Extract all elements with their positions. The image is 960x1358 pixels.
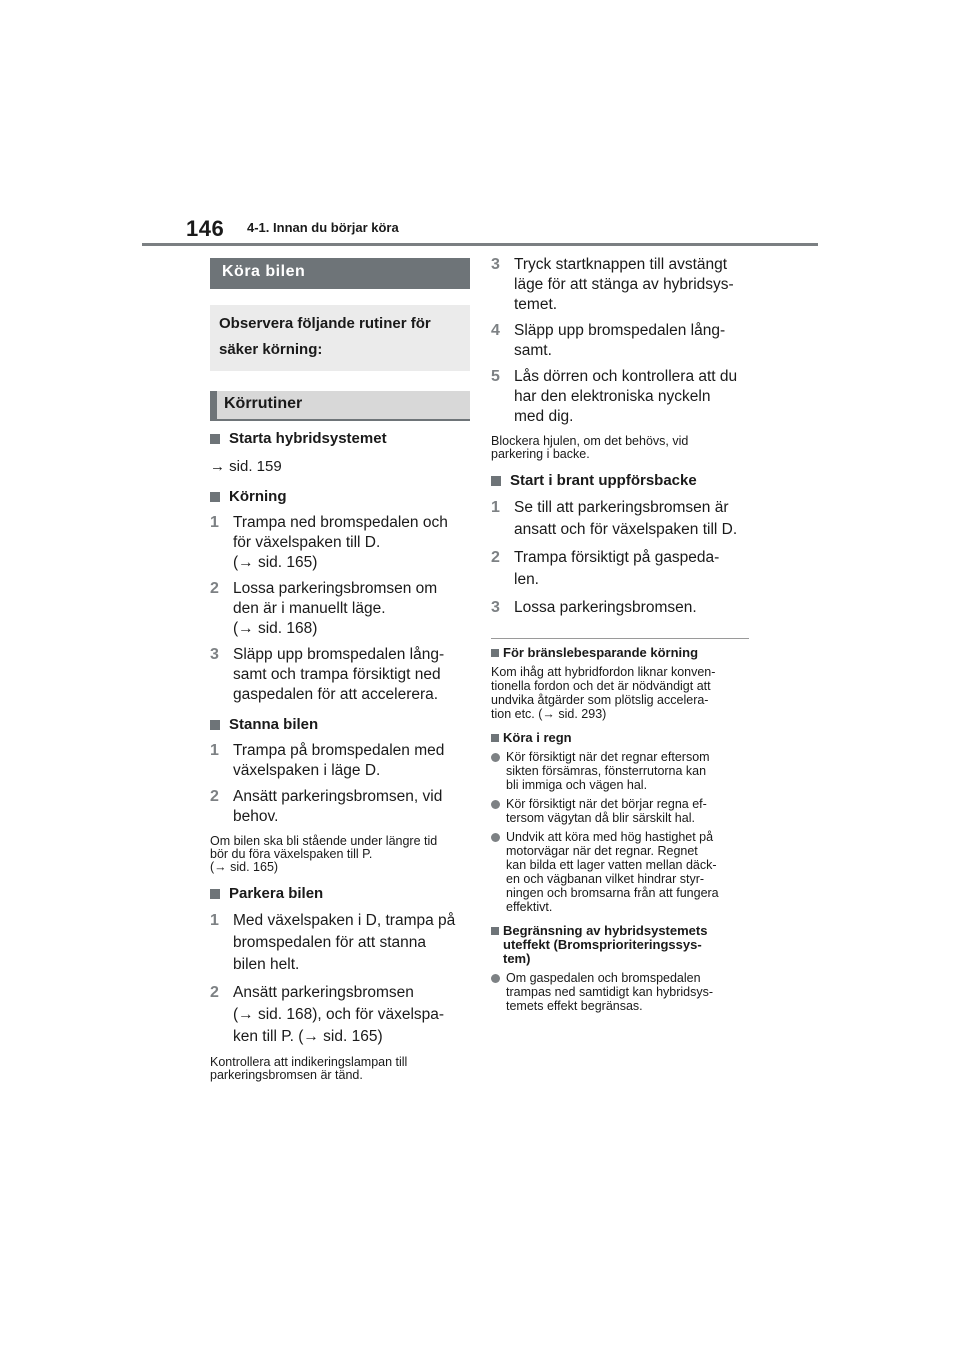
step-item [210,910,470,976]
step-line: ansatt och för växelspaken till D. [514,521,738,538]
page-reference: → sid. 159 [210,458,282,475]
step-number: 2 [210,984,219,1001]
note-line: Kontrollera att indikeringslampan till [210,1055,408,1069]
paragraph-line: tionella fordon och det är nödvändigt att [491,679,711,693]
bullet-line: Om gaspedalen och bromspedalen [506,971,701,985]
step-line: för växelspaken till D. [233,534,381,551]
square-bullet-icon [491,927,499,935]
step-item [491,367,749,427]
step-line: med dig. [514,408,574,425]
bullet-line: kan bilda ett lager vatten mellan däck- [506,858,717,872]
step-line: den är i manuellt läge. [233,600,386,617]
step-number: 4 [491,322,500,339]
square-bullet-icon [210,889,220,899]
step-number: 1 [210,742,219,759]
left-column [210,258,470,1082]
step-number: 3 [491,599,500,616]
note-line: Om bilen ska bli stående under längre tid [210,834,438,848]
step-item [491,597,749,619]
info-box-line: Observera följande rutiner för [219,315,431,332]
step-line: Lossa parkeringsbromsen om [233,580,438,597]
bullet-line: Kör försiktigt när det börjar regna ef- [506,797,707,811]
step-item [210,787,470,827]
step-line: Trampa försiktigt på gaspeda- [514,549,720,566]
heading-park [210,884,470,904]
note-line: Blockera hjulen, om det behövs, vid [491,434,689,448]
heading-line: Begränsning av hybridsystemets [503,923,708,938]
step-line: Lås dörren och kontrollera att du [514,368,738,385]
step-number: 3 [491,256,500,273]
step-number: 2 [210,788,219,805]
note-text [491,435,749,461]
fuel-paragraph [491,665,749,721]
step-number: 1 [491,499,500,516]
step-line: har den elektroniska nyckeln [514,388,711,405]
paragraph-line: undvika åtgärder som plötslig accelera- [491,693,709,707]
section-divider [491,638,749,639]
step-line: växelspaken i läge D. [233,762,381,779]
square-bullet-icon [491,476,501,486]
square-bullet-icon [210,720,220,730]
paragraph-line: tion etc. (→ sid. 293) [491,707,607,721]
header-divider [142,243,818,246]
step-line: temet. [514,296,558,313]
step-number: 5 [491,368,500,385]
note-line: parkering i backe. [491,447,590,461]
subtitle-band: Körrutiner [210,391,470,421]
step-line: bilen helt. [233,956,300,973]
bullet-line: bli immiga och vägen hal. [506,778,648,792]
step-number: 1 [210,912,219,929]
step-line: len. [514,571,539,588]
heading-text: Parkera bilen [229,885,324,902]
step-item [491,547,749,591]
square-bullet-icon [491,734,499,742]
heading-line: tem) [503,951,531,966]
bullet-line: Kör försiktigt när det regnar eftersom [506,750,710,764]
step-number: 2 [491,549,500,566]
heading-power-limit [491,924,749,966]
heading-text: Starta hybridsystemet [229,430,387,447]
heading-stop [210,715,470,735]
bullet-item [491,971,749,1013]
bullet-item [491,830,749,914]
step-item [210,982,470,1048]
heading-text: Start i brant uppförsbacke [510,472,697,489]
heading-fuel-saving [491,646,749,660]
note-line: (→ sid. 165) [210,860,279,874]
step-line: läge för att stänga av hybridsys- [514,276,734,293]
heading-text: Körning [229,488,287,505]
step-line: (→ sid. 168), och för växelspa- [233,1006,445,1023]
step-line: behov. [233,808,279,825]
step-item [210,579,470,639]
step-line: (→ sid. 168) [233,620,318,637]
note-text [210,1056,470,1082]
step-line: Lossa parkeringsbromsen. [514,599,697,616]
info-box [210,305,470,371]
step-line: Släpp upp bromspedalen lång- [514,322,726,339]
section-title: 4-1. Innan du börjar köra [247,220,399,235]
bullet-line: motorvägar när det regnar. Regnet [506,844,698,858]
bullet-line: sikten försämras, fönsterrutorna kan [506,764,707,778]
round-bullet-icon [491,974,500,983]
step-line: samt och trampa försiktigt ned [233,666,441,683]
round-bullet-icon [491,833,500,842]
bullet-line: tersom vägytan då blir särskilt hal. [506,811,695,825]
step-line: Trampa på bromspedalen med [233,742,445,759]
bullet-item [491,750,749,792]
chapter-title-band: Köra bilen [210,258,470,289]
bullet-line: temets effekt begränsas. [506,999,643,1013]
note-line: parkeringsbromsen är tänd. [210,1068,363,1082]
heading-rain [491,731,749,745]
step-number: 3 [210,646,219,663]
bullet-line: Undvik att köra med hög hastighet på [506,830,714,844]
heading-start-hybrid [210,429,470,449]
info-box-line: säker körning: [219,341,323,358]
round-bullet-icon [491,753,500,762]
square-bullet-icon [210,492,220,502]
step-line: ken till P. (→ sid. 165) [233,1028,383,1045]
bullet-line: ningen och bromsarna från att fungera [506,886,719,900]
step-line: Se till att parkeringsbromsen är [514,499,729,516]
page-header [0,0,960,246]
bullet-item [491,797,749,825]
step-item [210,513,470,573]
step-line: Släpp upp bromspedalen lång- [233,646,445,663]
step-number: 2 [210,580,219,597]
heading-text: Köra i regn [503,730,572,745]
note-text [210,835,470,874]
step-line: (→ sid. 165) [233,554,318,571]
right-column [491,255,749,1013]
step-line: Tryck startknappen till avstängt [514,256,728,273]
heading-hill-start [491,471,749,491]
bullet-line: en och vägbanan vilket hindrar styr- [506,872,705,886]
step-line: samt. [514,342,552,359]
step-line: Ansätt parkeringsbromsen [233,984,414,1001]
step-number: 1 [210,514,219,531]
paragraph-line: Kom ihåg att hybridfordon liknar konven- [491,665,716,679]
step-item [491,255,749,315]
round-bullet-icon [491,800,500,809]
heading-text: Stanna bilen [229,716,319,733]
square-bullet-icon [210,434,220,444]
step-line: Trampa ned bromspedalen och [233,514,448,531]
heading-line: uteffekt (Bromsprioriteringssys- [503,937,702,952]
step-item [491,321,749,361]
heading-driving [210,487,470,507]
note-line: bör du föra växelspaken till P. [210,847,373,861]
step-line: gaspedalen för att accelerera. [233,686,439,703]
step-item [210,645,470,705]
step-line: bromspedalen för att stanna [233,934,427,951]
bullet-line: trampas ned samtidigt kan hybridsys- [506,985,714,999]
heading-text: För bränslebesparande körning [503,645,699,660]
page-number: 146 [186,216,225,241]
step-item [210,741,470,781]
bullet-line: effektivt. [506,900,553,914]
step-line: Med växelspaken i D, trampa på [233,912,456,929]
square-bullet-icon [491,649,499,657]
step-line: Ansätt parkeringsbromsen, vid [233,788,443,805]
step-item [491,497,749,541]
